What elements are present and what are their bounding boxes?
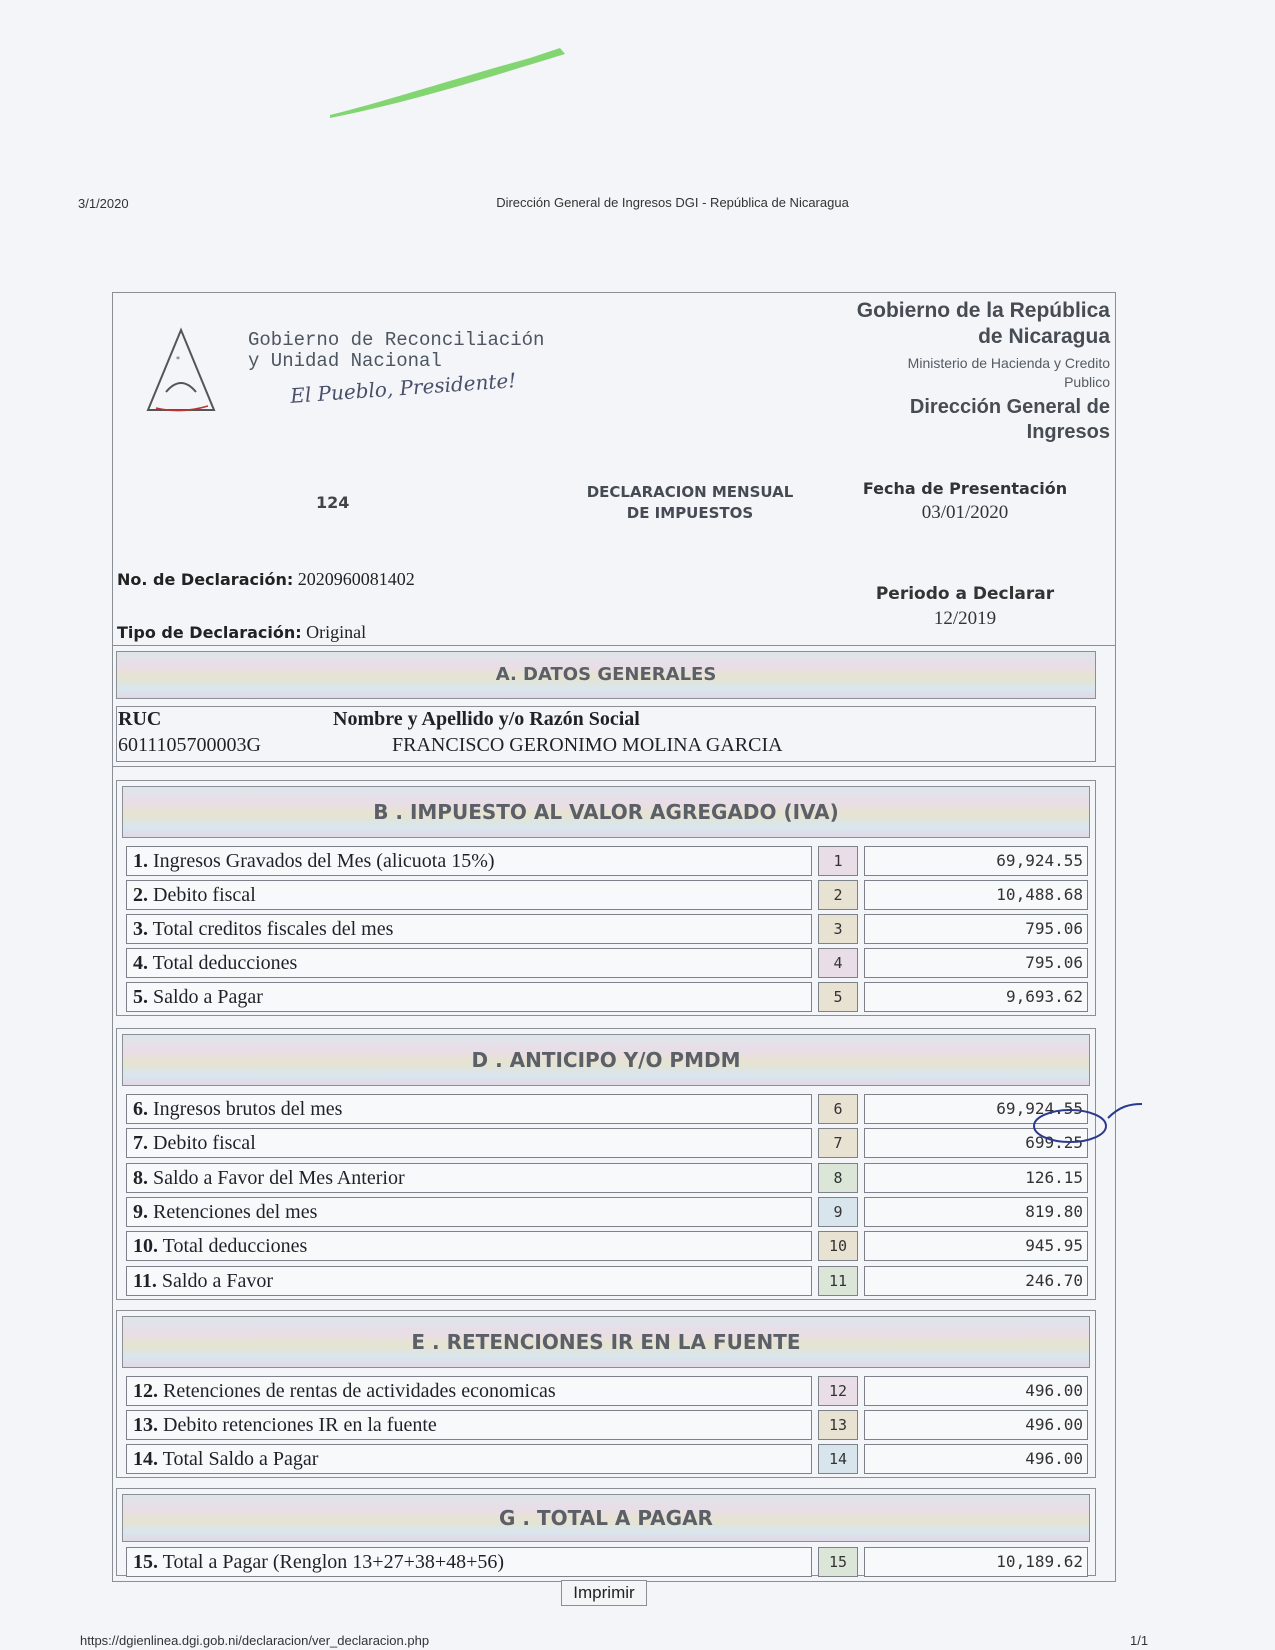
section-iva-header: B . IMPUESTO AL VALOR AGREGADO (IVA): [122, 786, 1090, 838]
row-number: 8.: [133, 1166, 148, 1189]
row-label: [126, 914, 812, 944]
row-label-text: Total creditos fiscales del mes: [152, 918, 394, 940]
row-number: 1.: [133, 850, 148, 872]
form-number: 124: [316, 493, 350, 512]
dgi-line1: Dirección General de: [909, 396, 1110, 418]
row-number: 9.: [133, 1200, 148, 1223]
form-row: [126, 1094, 1088, 1126]
form-row: [126, 1376, 1088, 1408]
form-row: [126, 1128, 1088, 1160]
form-row: [126, 1266, 1088, 1298]
row-label: [126, 1444, 812, 1474]
row-value: 699.25: [864, 1128, 1088, 1158]
row-value: 9,693.62: [864, 982, 1088, 1012]
row-line-number: 10: [818, 1231, 858, 1261]
section-retenciones-header: E . RETENCIONES IR EN LA FUENTE: [122, 1316, 1090, 1368]
form-row: [126, 1410, 1088, 1442]
form-row: [126, 1197, 1088, 1229]
row-value: 945.95: [864, 1231, 1088, 1261]
declaration-type-value: Original: [306, 622, 367, 642]
row-label-text: Ingresos brutos del mes: [153, 1098, 343, 1120]
row-value: 496.00: [864, 1444, 1088, 1474]
row-line-number: 3: [818, 914, 858, 944]
form-row: [126, 1444, 1088, 1476]
row-value: 10,488.68: [864, 880, 1088, 910]
form-row: [126, 948, 1088, 980]
pen-circle-annotation: [1030, 1086, 1145, 1146]
row-line-number: 12: [818, 1376, 858, 1406]
form-row: [126, 1231, 1088, 1263]
periodo-label: Periodo a Declarar: [875, 584, 1055, 604]
gov-right-line1: Gobierno de la República: [856, 299, 1110, 322]
print-page-number: 1/1: [1130, 1633, 1149, 1648]
declaration-number-value: 2020960081402: [297, 569, 415, 589]
name-label: Nombre y Apellido y/o Razón Social: [333, 708, 640, 730]
row-value: 496.00: [864, 1376, 1088, 1406]
row-label: [126, 1266, 812, 1296]
name-value: FRANCISCO GERONIMO MOLINA GARCIA: [392, 734, 783, 756]
row-label-text: Retenciones de rentas de actividades economicas: [163, 1380, 556, 1402]
row-label-text: Ingresos Gravados del Mes (alicuota 15%): [153, 850, 495, 872]
dgi-line2: Ingresos: [1026, 421, 1110, 443]
title-line1: DECLARACION MENSUAL: [586, 483, 794, 501]
form-row: [126, 982, 1088, 1014]
row-number: 7.: [133, 1132, 148, 1155]
form-row: [126, 846, 1088, 878]
svg-text:*: *: [176, 355, 180, 364]
print-url: https://dgienlinea.dgi.gob.ni/declaracion/ver_declaracion.php: [80, 1633, 430, 1648]
row-value: 126.15: [864, 1163, 1088, 1193]
form-row: [126, 880, 1088, 912]
row-value: 69,924.55: [864, 846, 1088, 876]
fecha-label: Fecha de Presentación: [862, 479, 1068, 498]
row-line-number: 5: [818, 982, 858, 1012]
row-value: 795.06: [864, 948, 1088, 978]
row-number: 2.: [133, 884, 148, 906]
declaration-type-label: Tipo de Declaración:: [117, 623, 302, 642]
row-line-number: 15: [818, 1547, 858, 1577]
section-datos-generales-header: A. DATOS GENERALES: [116, 651, 1096, 699]
row-line-number: 13: [818, 1410, 858, 1440]
row-number: 6.: [133, 1098, 148, 1120]
gov-right-line2: de Nicaragua: [978, 325, 1110, 348]
row-number: 5.: [133, 986, 148, 1008]
fecha-value: 03/01/2020: [921, 502, 1009, 523]
row-line-number: 4: [818, 948, 858, 978]
row-label-text: Debito fiscal: [153, 1132, 256, 1155]
print-button[interactable]: Imprimir: [561, 1580, 647, 1606]
gov-left-line1: Gobierno de Reconciliación: [248, 329, 545, 351]
row-label-text: Debito fiscal: [153, 884, 256, 906]
row-label-text: Retenciones del mes: [153, 1200, 318, 1223]
print-header-title: Dirección General de Ingresos DGI - República de Nicaragua: [496, 195, 849, 210]
row-number: 15.: [133, 1551, 158, 1573]
row-line-number: 7: [818, 1128, 858, 1158]
row-number: 3.: [133, 918, 148, 940]
paper-tear-mark: [330, 40, 590, 120]
row-value: 246.70: [864, 1266, 1088, 1296]
declaration-number: [117, 569, 415, 590]
ministry-line2: Publico: [1064, 374, 1110, 390]
government-logo-icon: [136, 322, 226, 418]
row-label: [126, 880, 812, 910]
row-value: 496.00: [864, 1410, 1088, 1440]
declaration-type: [117, 622, 366, 643]
row-label: [126, 982, 812, 1012]
row-number: 13.: [133, 1414, 158, 1436]
row-number: 11.: [133, 1269, 157, 1292]
row-value: 795.06: [864, 914, 1088, 944]
form-row: [126, 1163, 1088, 1195]
row-value: 10,189.62: [864, 1547, 1088, 1577]
section-anticipo-header: D . ANTICIPO Y/O PMDM: [122, 1034, 1090, 1086]
row-line-number: 8: [818, 1163, 858, 1193]
row-label: [126, 1128, 812, 1158]
row-line-number: 6: [818, 1094, 858, 1124]
periodo-value: 12/2019: [933, 608, 997, 629]
row-label: [126, 1231, 812, 1261]
row-label-text: Total deducciones: [162, 1235, 308, 1258]
row-line-number: 1: [818, 846, 858, 876]
form-row: [126, 1547, 1088, 1579]
ministry-line1: Ministerio de Hacienda y Credito: [907, 355, 1110, 371]
row-label-text: Total deducciones: [152, 952, 298, 974]
ruc-label: RUC: [118, 708, 162, 730]
row-number: 4.: [133, 952, 148, 974]
row-label-text: Saldo a Favor del Mes Anterior: [153, 1166, 405, 1189]
row-label: [126, 1094, 812, 1124]
row-label: [126, 1163, 812, 1193]
row-line-number: 14: [818, 1444, 858, 1474]
row-label-text: Total Saldo a Pagar: [162, 1448, 319, 1470]
ruc-value: 6011105700003G: [118, 734, 261, 756]
row-label: [126, 1376, 812, 1406]
gov-left-line2: y Unidad Nacional: [248, 350, 442, 372]
row-number: 10.: [133, 1235, 158, 1258]
row-label-text: Debito retenciones IR en la fuente: [163, 1414, 437, 1436]
row-label-text: Saldo a Favor: [161, 1269, 273, 1292]
row-number: 12.: [133, 1380, 158, 1402]
section-total-header: G . TOTAL A PAGAR: [122, 1494, 1090, 1542]
row-label-text: Total a Pagar (Renglon 13+27+38+48+56): [162, 1551, 505, 1573]
row-line-number: 2: [818, 880, 858, 910]
row-line-number: 9: [818, 1197, 858, 1227]
row-number: 14.: [133, 1448, 158, 1470]
slogan: El Pueblo, Presidente!: [289, 368, 517, 408]
row-line-number: 11: [818, 1266, 858, 1296]
declaration-title: [560, 482, 820, 524]
row-label: [126, 1410, 812, 1440]
gov-right-block: [790, 298, 1110, 445]
row-value: 819.80: [864, 1197, 1088, 1227]
declaration-number-label: No. de Declaración:: [117, 570, 294, 589]
row-label: [126, 1197, 812, 1227]
title-line2: DE IMPUESTOS: [626, 504, 754, 522]
row-label: [126, 846, 812, 876]
print-date: 3/1/2020: [78, 196, 129, 211]
row-label-text: Saldo a Pagar: [153, 986, 263, 1008]
row-label: [126, 948, 812, 978]
form-row: [126, 914, 1088, 946]
row-value: 69,924.55: [864, 1094, 1088, 1124]
row-label: [126, 1547, 812, 1577]
